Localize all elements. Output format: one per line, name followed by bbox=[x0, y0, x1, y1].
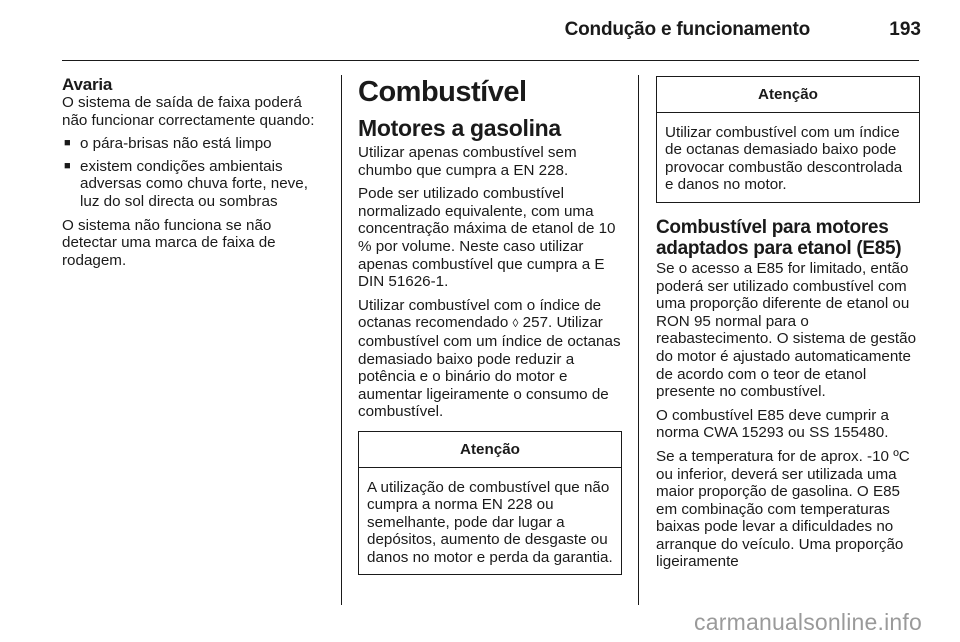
paragraph-outro: O sistema não funciona se não detectar uma marca de faixa de rodagem. bbox=[62, 216, 276, 269]
paragraph: O combustível E85 deve cumprir a norma CWA 15293 ou SS 155480. bbox=[656, 406, 889, 442]
list-item-text: o pára-brisas não está limpo bbox=[80, 135, 272, 153]
paragraph-intro: O sistema de saída de faixa poderá não funcionar correctamente quando: bbox=[62, 94, 315, 129]
watermark: carmanualsonline.info bbox=[694, 609, 922, 635]
list-item bbox=[62, 135, 330, 153]
page-header-title: Condução e funcionamento bbox=[564, 19, 810, 40]
warning-title: Atenção bbox=[657, 77, 919, 113]
square-bullet-icon: ■ bbox=[64, 137, 71, 150]
page-number: 193 bbox=[889, 19, 921, 40]
page-reference-number: 257 bbox=[518, 314, 549, 332]
left-column bbox=[62, 76, 330, 275]
warning-box bbox=[358, 431, 622, 576]
column-divider-right bbox=[638, 75, 639, 605]
middle-column bbox=[358, 76, 622, 589]
warning-text: Utilizar combustível com um índice de octanas demasiado baixo pode provocar combustão descontrolada e danos no motor. bbox=[665, 123, 903, 194]
column-divider-left bbox=[341, 75, 342, 605]
warning-text: A utilização de combustível que não cumpra a norma EN 228 ou semelhante, pode dar lugar a depósitos, aumento de desgaste ou danos no motor e perda da garantia. bbox=[367, 478, 613, 566]
paragraph-text: Utilizar combustível com o índice de octanas recomendado bbox=[358, 296, 602, 332]
bullet-list bbox=[62, 135, 330, 210]
paragraph-text: . Utilizar combustível com um índice de octanas demasiado baixo pode reduzir a potência e o binário do motor e aumentar ligeiramente o consumo de combustível. bbox=[358, 314, 621, 421]
paragraph: Se a temperatura for de aprox. -10 ºC ou inferior, deverá ser utilizada uma maior proporção de gasolina. O E85 em combinação com temperaturas baixas pode levar a dificuldades no arranque do veículo. Uma proporção ligeiramente bbox=[656, 447, 910, 571]
paragraph-octane bbox=[358, 297, 622, 421]
list-item-text: existem condições ambientais adversas como chuva forte, neve, luz do sol directa ou sombras bbox=[80, 157, 308, 210]
section-title-combustivel: Combustível bbox=[358, 76, 527, 108]
header-divider bbox=[62, 60, 919, 61]
subsection-title-e85: Combustível para motores adaptados para etanol (E85) bbox=[656, 216, 902, 259]
paragraph: Se o acesso a E85 for limitado, então poderá ser utilizado combustível com uma proporção diferente de etanol ou RON 95 normal para o reabastecimento. O sistema de gestão do motor é ajustado automaticamente de acordo com o teor de etanol presente no combustível. bbox=[656, 259, 917, 401]
paragraph: Pode ser utilizado combustível normalizado equivalente, com uma concentração máxima de etanol de 10 % por volume. Neste caso utilizar apenas combustível que cumpra a E DIN 51626-1. bbox=[358, 185, 616, 291]
subsection-title-gasolina: Motores a gasolina bbox=[358, 115, 561, 141]
right-column bbox=[656, 76, 920, 577]
page-reference-icon: ◊ bbox=[512, 316, 519, 331]
warning-title: Atenção bbox=[359, 432, 621, 468]
list-item bbox=[62, 158, 330, 211]
warning-box bbox=[656, 76, 920, 203]
paragraph: Utilizar apenas combustível sem chumbo que cumpra a EN 228. bbox=[358, 144, 577, 179]
square-bullet-icon: ■ bbox=[64, 159, 71, 172]
section-heading-avaria: Avaria bbox=[62, 75, 113, 94]
